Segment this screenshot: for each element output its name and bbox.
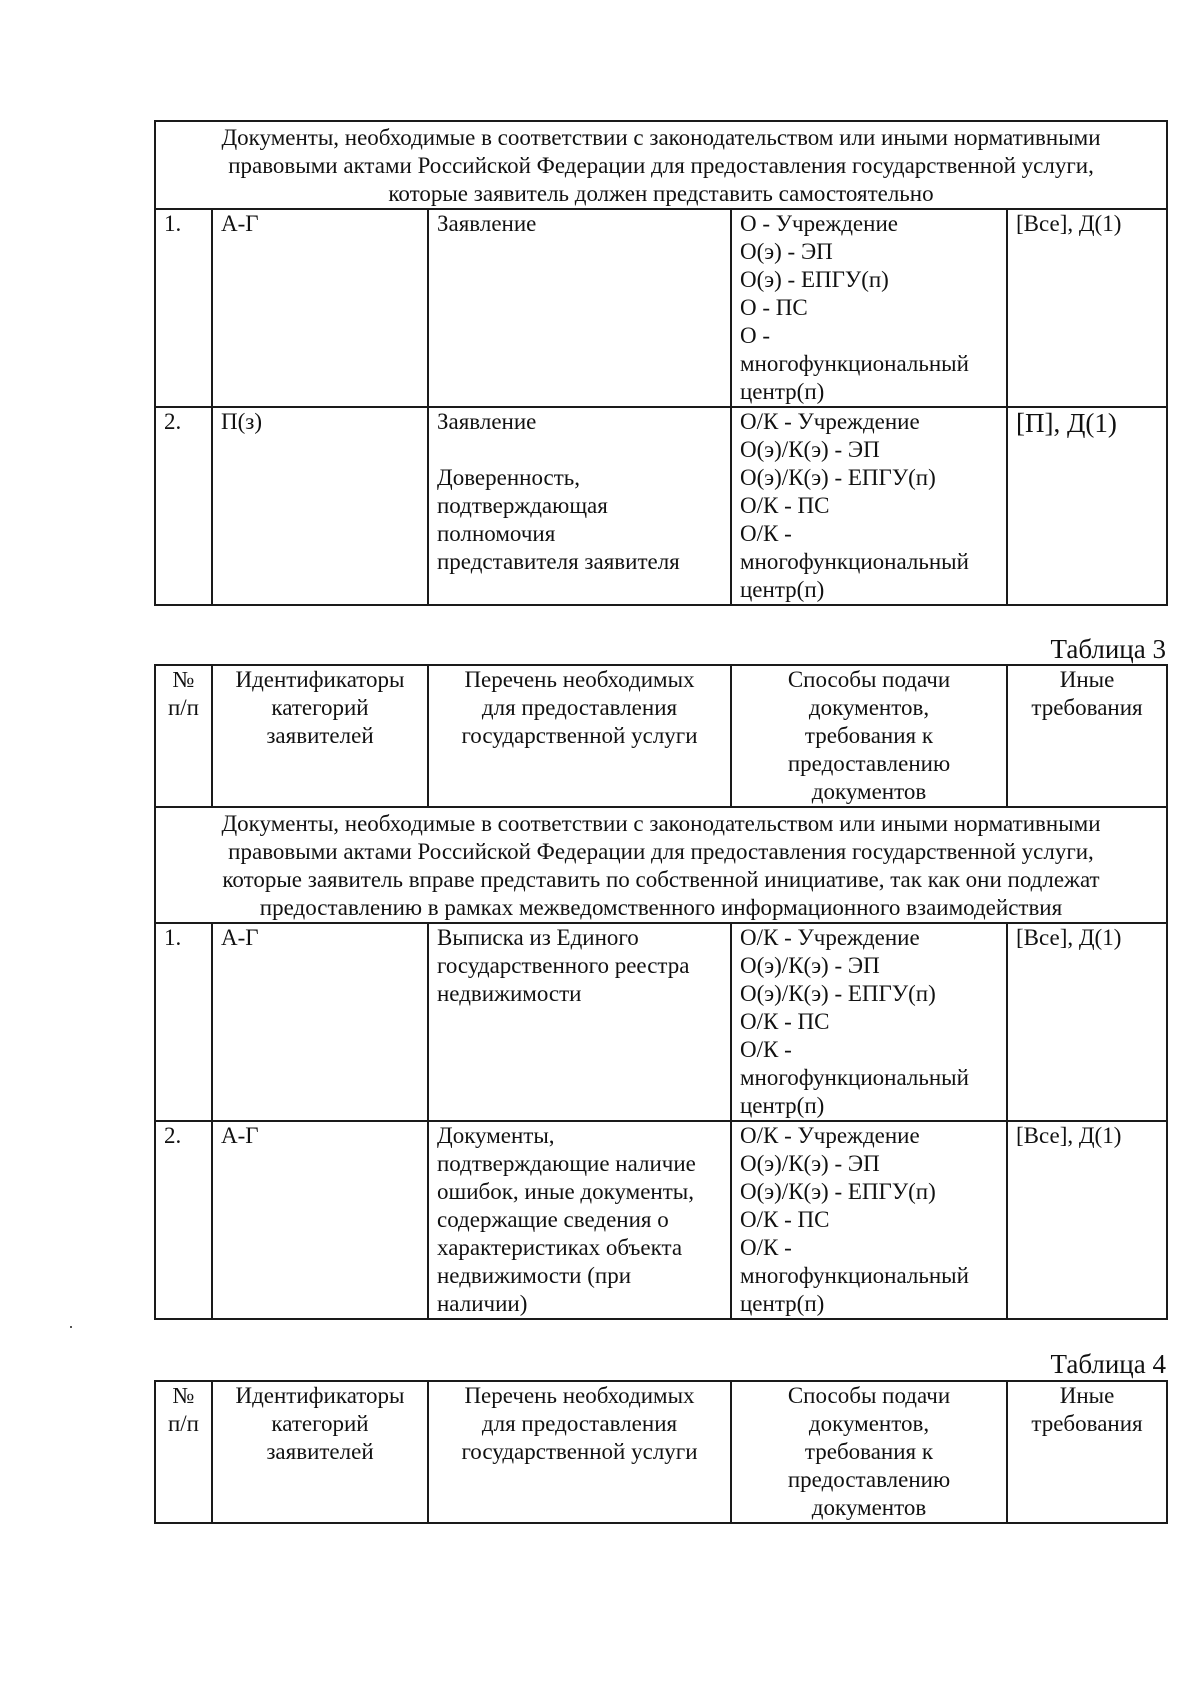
method-line: центр(п) [740,1093,825,1118]
table-row [155,1121,1167,1319]
header-line: документов, [808,695,930,720]
method-line: О(э) - ЭП [740,239,833,264]
table-row [155,209,1167,407]
document-line: Доверенность, [437,465,581,490]
header-methods [731,665,1007,807]
row-number: 2. [155,407,212,605]
requirements-cell: [Все], Д(1) [1007,1121,1167,1319]
header-line: предоставлению [787,751,951,776]
header-line: государственной услуги [461,723,698,748]
document-line: представителя заявителя [437,549,680,574]
header-line: требования [1031,695,1143,720]
documents-cell [428,407,731,605]
header-line: категорий [271,695,369,720]
requirements-cell: [Все], Д(1) [1007,209,1167,407]
header-line: п/п [167,695,199,720]
header-line: № [172,1383,195,1408]
header-line: п/п [167,1411,199,1436]
header-line: № [172,667,195,692]
document-line: недвижимости (при [437,1263,632,1288]
method-line: многофункциональный [740,1263,969,1288]
header-category [212,665,428,807]
header-requirements [1007,1381,1167,1523]
section-header-row [155,121,1167,209]
requirements-cell: [Все], Д(1) [1007,923,1167,1121]
header-requirements [1007,665,1167,807]
section-header-line: Документы, необходимые в соответствии с законодательством или иными нормативными [221,125,1101,150]
header-line: Идентификаторы [235,1383,405,1408]
method-line: О(э)/К(э) - ЭП [740,953,880,978]
header-line: Способы подачи [787,667,951,692]
header-line: Способы подачи [787,1383,951,1408]
table-4-caption: Таблица 4 [1050,1349,1166,1379]
documents-cell [428,209,731,407]
section-header-line: правовыми актами Российской Федерации для предоставления государственной услуги, [228,839,1094,864]
method-line: О/К - Учреждение [740,409,920,434]
method-line: О(э)/К(э) - ЕПГУ(п) [740,981,936,1006]
document-line: Выписка из Единого [437,925,639,950]
header-line: предоставлению [787,1467,951,1492]
table-2-continued [154,120,1168,606]
document-line: содержащие сведения о [437,1207,669,1232]
header-methods [731,1381,1007,1523]
document-line: подтверждающая [437,493,608,518]
row-number: 2. [155,1121,212,1319]
document-line: недвижимости [437,981,582,1006]
document-line: характеристиках объекта [437,1235,683,1260]
document-line: ошибок, иные документы, [437,1179,694,1204]
document-line: Заявление [437,211,537,236]
category-cell: А-Г [212,923,428,1121]
table-row [155,923,1167,1121]
row-number: 1. [155,209,212,407]
header-line: требования к [804,1439,934,1464]
documents-cell [428,1121,731,1319]
documents-cell [428,923,731,1121]
header-line: заявителей [266,723,374,748]
header-line: для предоставления [481,1411,678,1436]
methods-cell [731,407,1007,605]
section-header-line: Документы, необходимые в соответствии с законодательством или иными нормативными [221,811,1101,836]
header-line: заявителей [266,1439,374,1464]
header-line: документов, [808,1411,930,1436]
method-line: О/К - [740,521,792,546]
method-line: О/К - [740,1235,792,1260]
category-cell: А-Г [212,1121,428,1319]
row-number: 1. [155,923,212,1121]
table-3-caption: Таблица 3 [1050,634,1166,664]
header-line: для предоставления [481,695,678,720]
method-line: О(э)/К(э) - ЭП [740,1151,880,1176]
section-header-line: предоставлению в рамках межведомственного информационного взаимодействия [259,895,1063,920]
header-line: государственной услуги [461,1439,698,1464]
header-documents [428,665,731,807]
section-header-line: которые заявитель вправе представить по собственной инициативе, так как они подлежат [222,867,1100,892]
header-line: документов [811,779,927,804]
header-row [155,665,1167,807]
section-header-line: которые заявитель должен представить самостоятельно [388,181,934,206]
header-row [155,1381,1167,1523]
section-header [155,807,1167,923]
document-line: государственного реестра [437,953,690,978]
method-line: центр(п) [740,577,825,602]
method-line: многофункциональный [740,549,969,574]
method-line: О - [740,323,771,348]
header-line: Перечень необходимых [464,667,695,692]
spacer [437,436,722,464]
table-row [155,407,1167,605]
document-line: Заявление [437,409,537,434]
header-category [212,1381,428,1523]
header-line: требования к [804,723,934,748]
document-line: полномочия [437,521,556,546]
method-line: О(э)/К(э) - ЕПГУ(п) [740,465,936,490]
table-3 [154,664,1168,1320]
method-line: О - ПС [740,295,808,320]
method-line: О(э)/К(э) - ЕПГУ(п) [740,1179,936,1204]
table-4 [154,1380,1168,1524]
scan-speck [70,1326,72,1328]
header-num [155,1381,212,1523]
header-line: Перечень необходимых [464,1383,695,1408]
method-line: О/К - [740,1037,792,1062]
method-line: центр(п) [740,1291,825,1316]
methods-cell [731,923,1007,1121]
section-header-line: правовыми актами Российской Федерации для предоставления государственной услуги, [228,153,1094,178]
method-line: О/К - ПС [740,1207,830,1232]
category-cell: П(з) [212,407,428,605]
method-line: О/К - Учреждение [740,1123,920,1148]
document-line: подтверждающие наличие [437,1151,696,1176]
method-line: многофункциональный [740,351,969,376]
header-line: категорий [271,1411,369,1436]
section-header [155,121,1167,209]
requirements-cell: [П], Д(1) [1007,407,1167,605]
method-line: О/К - ПС [740,1009,830,1034]
section-header-row [155,807,1167,923]
method-line: О - Учреждение [740,211,898,236]
method-line: О(э) - ЕПГУ(п) [740,267,889,292]
methods-cell [731,209,1007,407]
category-cell: А-Г [212,209,428,407]
method-line: О(э)/К(э) - ЭП [740,437,880,462]
method-line: О/К - ПС [740,493,830,518]
document-line: Документы, [437,1123,555,1148]
header-line: Иные [1059,1383,1115,1408]
header-line: Идентификаторы [235,667,405,692]
method-line: многофункциональный [740,1065,969,1090]
header-line: документов [811,1495,927,1520]
document-line: наличии) [437,1291,528,1316]
methods-cell [731,1121,1007,1319]
header-line: требования [1031,1411,1143,1436]
header-documents [428,1381,731,1523]
header-num [155,665,212,807]
method-line: центр(п) [740,379,825,404]
header-line: Иные [1059,667,1115,692]
method-line: О/К - Учреждение [740,925,920,950]
